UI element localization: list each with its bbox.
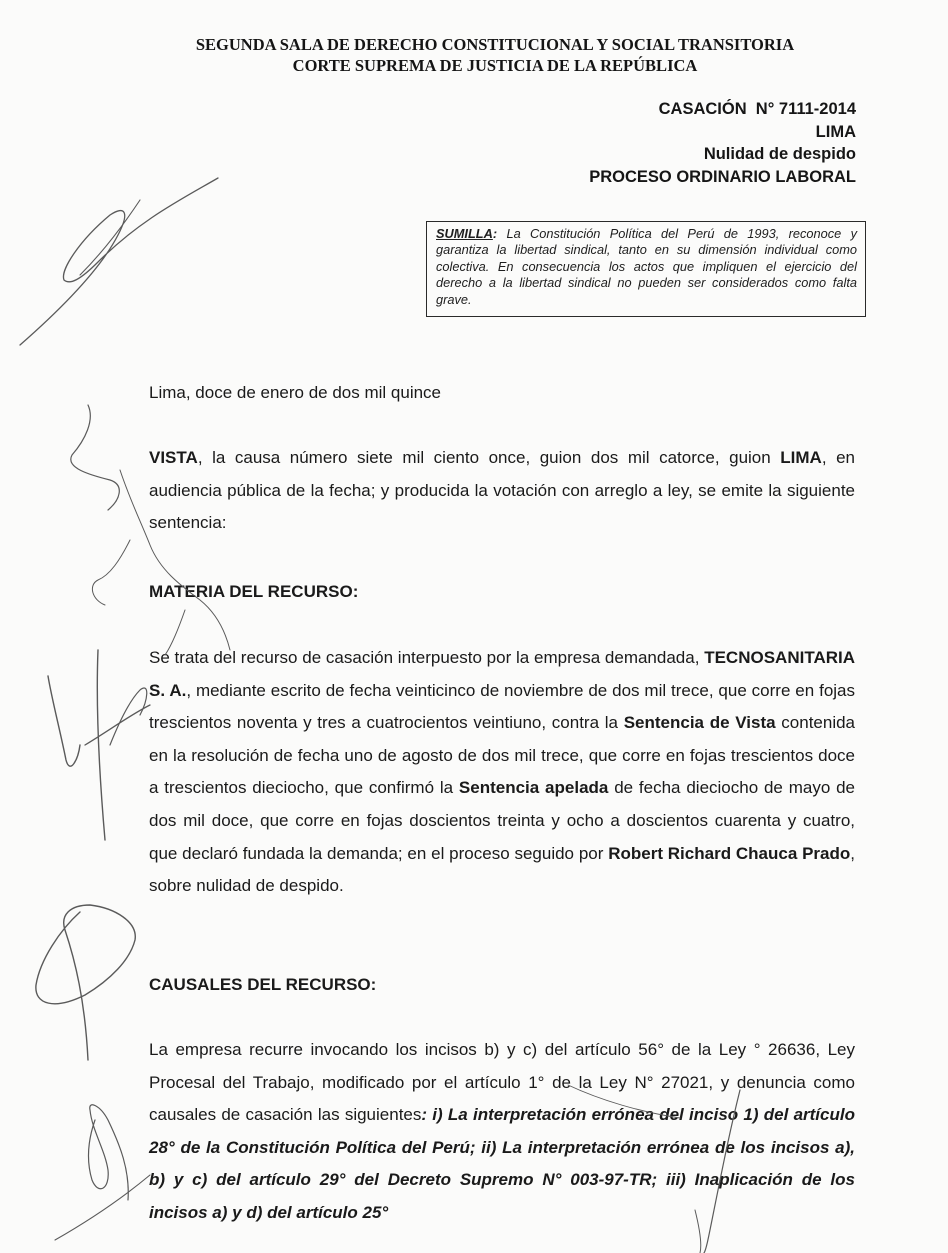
case-city: LIMA [815, 122, 856, 141]
causales-paragraph [149, 1034, 855, 1230]
materia-heading: MATERIA DEL RECURSO: [149, 582, 359, 601]
materia-text-2: , mediante escrito de fecha veinticinco de noviembre de dos mil trece, que corre en fojas trescientos noventa y tres a cuatrocientos veintiuno, contra la [149, 680, 856, 733]
causales-list: : i) La interpretación errónea del inciso 1) del artículo 28° de la Constitución Política del Perú; ii) La interpretación errónea de los incisos a), b) y c) del artículo 29° del Decreto Supremo N° 003-97-TR; iii) Inaplicación de los incisos a) y d) del artículo 25° [149, 1105, 855, 1222]
materia-text-4: de fecha dieciocho de mayo de dos mil doce, que corre en fojas doscientos treinta y ocho a doscientos cuarenta y cuatro, que declaró fundada la demanda; en el proceso seguido por [149, 778, 856, 863]
date-line: Lima, doce de enero de dos mil quince [149, 383, 442, 402]
signature-4 [36, 905, 135, 1060]
signature-3 [97, 650, 105, 840]
court-header-line-1: SEGUNDA SALA DE DERECHO CONSTITUCIONAL Y SOCIAL TRANSITORIA [195, 35, 795, 54]
vista-label: VISTA [149, 448, 198, 467]
case-identification [589, 98, 856, 188]
sumilla-label: SUMILLA [436, 226, 493, 241]
materia-text-5: , sobre nulidad de despido. [149, 843, 856, 896]
sumilla-colon: : [492, 226, 498, 241]
sentencia-apelada: Sentencia apelada [458, 778, 609, 798]
court-header-line-2: CORTE SUPREMA DE JUSTICIA DE LA REPÚBLICA [292, 56, 698, 75]
vista-paragraph [149, 442, 855, 540]
causales-text: La empresa recurre invocando los incisos b) y c) del artículo 56° de la Ley ° 26636, Ley Procesal del Trabajo, modificado por el artículo 1° de la Ley N° 27021, y denuncia como causales de casación las siguientes [149, 1040, 855, 1125]
company-name: TECNOSANITARIA S. A. [149, 648, 855, 700]
signature-5 [88, 1105, 128, 1200]
vista-city: LIMA [780, 448, 822, 467]
vista-text-1: , la causa número siete mil ciento once, guion dos mil catorce, guion [197, 448, 781, 467]
materia-paragraph [149, 642, 855, 903]
signature-1 [20, 178, 218, 345]
materia-text-3: contenida en la resolución de fecha uno de agosto de dos mil trece, que corre en fojas trescientos doce a trescientos dieciocho, que confirmó la [149, 713, 856, 798]
vista-text-2: , en audiencia pública de la fecha; y producida la votación con arreglo a ley, se emite la siguiente sentencia: [149, 448, 855, 533]
case-process: PROCESO ORDINARIO LABORAL [589, 167, 856, 186]
court-header [0, 34, 948, 76]
case-number: CASACIÓN N° 7111-2014 [658, 100, 856, 118]
sumilla-box [426, 221, 866, 317]
plaintiff-name: Robert Richard Chauca Prado [608, 843, 851, 863]
case-subject: Nulidad de despido [703, 145, 856, 163]
sumilla-text: La Constitución Política del Perú de 1993, reconoce y garantiza la libertad sindical, tanto en su dimensión individual como colectiva. En consecuencia los actos que impliquen el ejercicio del derecho a la libertad sindical no pueden ser considerados como falta grave. [436, 226, 857, 307]
materia-text-1: Se trata del recurso de casación interpuesto por la empresa demandada, [149, 648, 705, 667]
sentencia-vista: Sentencia de Vista [623, 713, 776, 733]
causales-heading: CAUSALES DEL RECURSO: [149, 975, 377, 994]
signature-2 [71, 405, 119, 510]
